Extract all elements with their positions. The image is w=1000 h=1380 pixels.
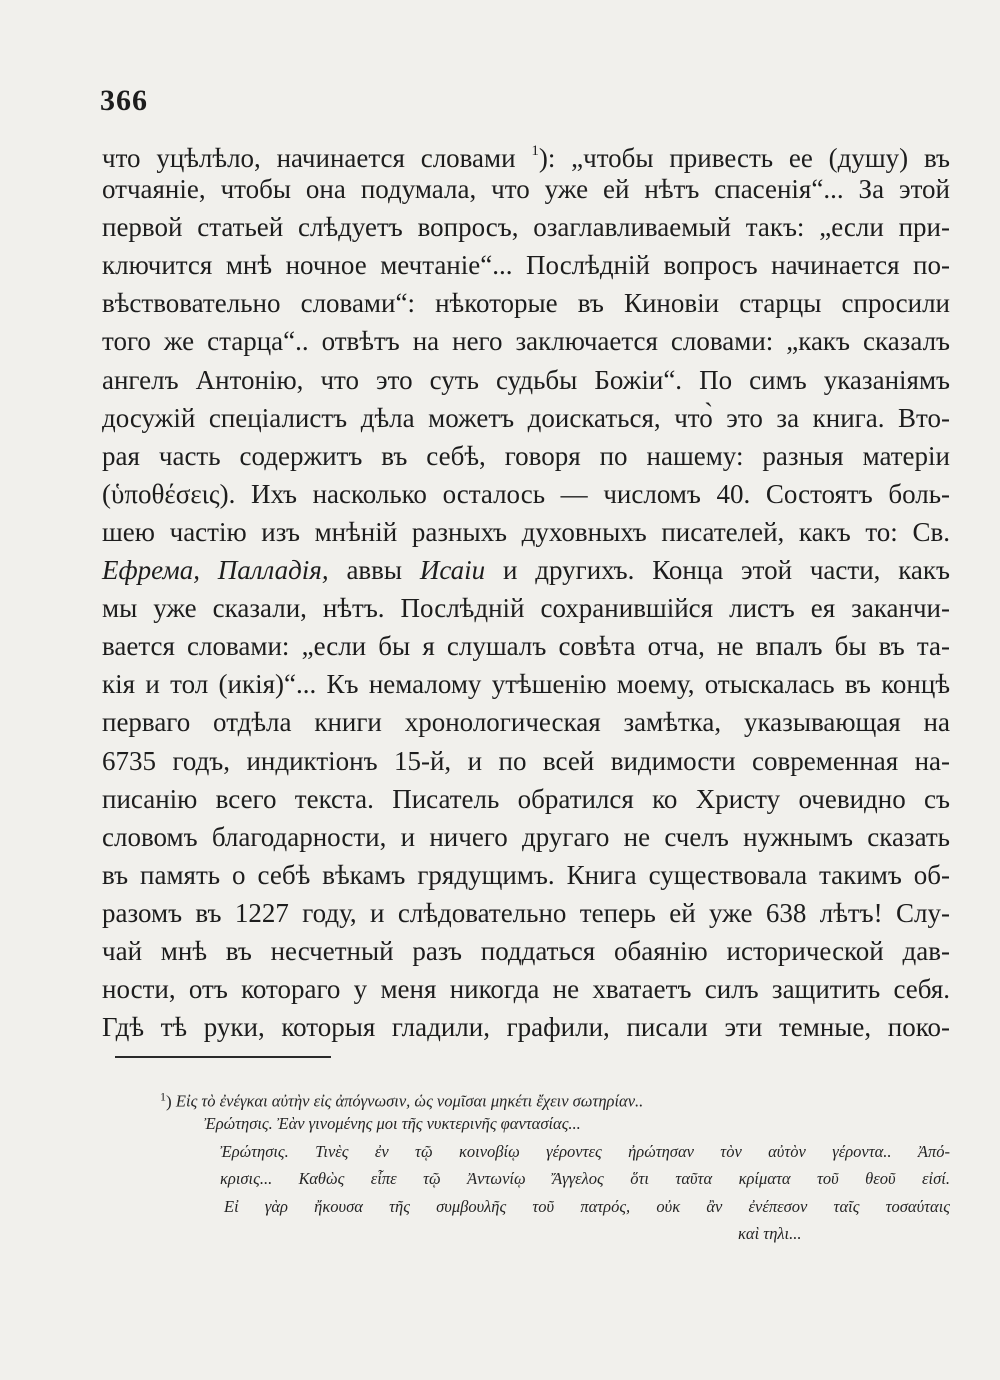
text-line: отчаяніе, чтобы она подумала, что уже ей нѣтъ спасенія“... За этой (102, 174, 950, 205)
footnote-line: κρισις... Καθὼς εἶπε τῷ Ἀντωνίῳ Ἄγγελος ὅτι ταῦτα κρίματα τοῦ θεοῦ εἰσί. (220, 1169, 950, 1189)
footnote-line (160, 1083, 950, 1110)
text-line (102, 551, 950, 589)
text-line: словомъ благодарности, и ничего другаго не счелъ нужнымъ сказать (102, 821, 950, 852)
text-line: мы уже сказали, нѣтъ. Послѣдній сохранившійся листъ ея заканчи- (102, 593, 950, 624)
text-line: первой статьей слѣдуетъ вопросъ, озаглавливаемый такъ: „если при- (102, 212, 950, 243)
main-text (102, 132, 950, 1046)
text-line: вѣствовательно словами“: нѣкоторые въ Киновіи старцы спросили (102, 288, 950, 319)
text-segment: и другихъ. Конца этой части, какъ (485, 555, 950, 586)
footnote-line: Ἐρώτησις. Ἐὰν γινομένης μοι τῆς νυκτερινῆς φαντασίας... (204, 1114, 581, 1134)
text-line: досужій спеціалистъ дѣла можетъ доискаться, что̀ это за книга. Вто- (102, 402, 950, 433)
text-line: (ὑποθέσεις). Ихъ насколько осталось — числомъ 40. Состоятъ боль- (102, 478, 950, 509)
footnote-line: Ἐρώτησις. Τινὲς ἐν τῷ κοινοβίῳ γέροντες ἠρώτησαν τὸν αὐτὸν γέροντα.. Ἀπό- (220, 1141, 950, 1161)
text-line: того же старца“.. отвѣтъ на него заключается словами: „какъ сказалъ (102, 326, 950, 357)
text-line: въ память о себѣ вѣкамъ грядущимъ. Книга существовала такимъ об- (102, 859, 950, 890)
text-line: ности, отъ котораго у меня никогда не хватаетъ силъ защитить себя. (102, 974, 950, 1005)
footnotes (160, 1083, 950, 1247)
text-line: ключится мнѣ ночное мечтаніе“... Послѣдній вопросъ начинается по- (102, 250, 950, 281)
text-segment: что уцѣлѣло, начинается словами (102, 143, 516, 173)
footnote-reference: 1 (531, 143, 539, 159)
text-line: чай мнѣ въ несчетный разъ поддаться обаянію исторической дав- (102, 935, 950, 966)
footnote-line: Εἰ γὰρ ἤκουσα τῆς συμβουλῆς τοῦ πατρός, οὐκ ἂν ἐνέπεσον ταῖς τοσαύταις (224, 1196, 950, 1216)
text-line: Гдѣ тѣ руки, которыя гладили, графили, писали эти темные, поко- (102, 1012, 950, 1043)
italic-name: Исаіи (419, 555, 486, 586)
text-line: рая часть содержитъ въ себѣ, говоря по нашему: разныя матеріи (102, 440, 950, 471)
footnote-marker: $^1$) (160, 1089, 176, 1111)
text-line: 6735 годъ, индиктіонъ 15-й, и по всей видимости современная на- (102, 745, 950, 776)
footnote-text: Εἰς τὸ ἐνέγκαι αὐτὴν εἰς ἀπόγνωσιν, ὡς νομῖσαι μηκέτι ἔχειν σωτηρίαν.. (175, 1091, 644, 1111)
footnote-line: καὶ τηλι... (738, 1223, 802, 1243)
text-line: разомъ въ 1227 году, и слѣдовательно теперь ей уже 638 лѣтъ! Слу- (102, 897, 950, 928)
text-segment: аввы (328, 555, 420, 586)
text-line (102, 132, 950, 173)
text-line: писанію всего текста. Писатель обратился ко Христу очевидно съ (102, 783, 950, 814)
text-line: кія и тол (икія)“... Къ немалому утѣшенію моему, отыскалась въ концѣ (102, 669, 950, 700)
text-line: вается словами: „если бы я слушалъ совѣта отча, не впалъ бы въ та- (102, 631, 950, 662)
footnote-divider (115, 1056, 331, 1058)
footnote-number: 1 (160, 1089, 166, 1103)
page-number: 366 (100, 84, 148, 117)
text-segment: ): „чтобы привесть ее (душу) въ (538, 143, 950, 173)
italic-names: Ефрема, Палладія, (102, 555, 329, 586)
text-line: перваго отдѣла книги хронологическая замѣтка, указывающая на (102, 707, 950, 738)
text-line: шею частію изъ мнѣній разныхъ духовныхъ писателей, какъ то: Св. (102, 516, 950, 547)
text-line: ангелъ Антонію, что это суть судьбы Божіи“. По симъ указаніямъ (102, 364, 950, 395)
